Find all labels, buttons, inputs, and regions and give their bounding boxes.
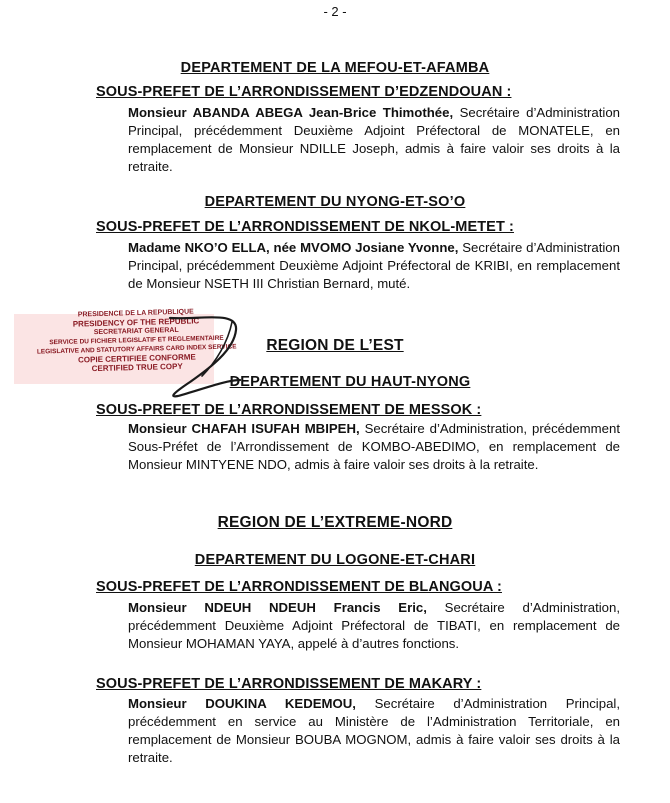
appointment-description: Secrétaire d’Administration Principal, précédemment Deuxième Adjoint Préfectoral de MONATELE, en remplacement de Monsieur NDILLE Joseph, admis à faire valoir ses droits à la retraite. (128, 105, 620, 174)
appointment-description: Secrétaire d’Administration, précédemment Deuxième Adjoint Préfectoral de TIBATI, en remplacement de Monsieur MOHAMAN YAYA, appelé à d’autres fonctions. (128, 600, 620, 651)
appointee-name: Madame NKO’O ELLA, née MVOMO Josiane Yvonne, (128, 240, 459, 255)
page-number: - 2 - (323, 4, 347, 19)
appointment-description: Secrétaire d’Administration Principal, précédemment en service au Ministère de l’Administration Territoriale, en remplacement de Monsieur BOUBA MOGNOM, admis à faire valoir ses droits à la retraite. (128, 696, 620, 765)
stamp-line: SERVICE DU FICHIER LEGISLATIF ET REGLEMENTAIRE (49, 334, 224, 347)
subprefect-heading-edzendouan: SOUS-PREFET DE L’ARRONDISSEMENT D’EDZENDOUAN : (96, 84, 512, 100)
region-heading-extreme-nord: REGION DE L’EXTREME-NORD (217, 514, 453, 531)
subprefect-heading-messok: SOUS-PREFET DE L’ARRONDISSEMENT DE MESSOK : (96, 402, 482, 418)
subprefect-heading-blangoua: SOUS-PREFET DE L’ARRONDISSEMENT DE BLANGOUA : (96, 579, 502, 595)
appointee-name: Monsieur ABANDA ABEGA Jean-Brice Thimothée, (128, 105, 454, 120)
region-heading-est: REGION DE L’EST (266, 337, 404, 354)
appointment-description: Secrétaire d’Administration Principal, précédemment Deuxième Adjoint Préfectoral de KRIBI, en remplacement de Monsieur NSETH III Christian Bernard, muté. (128, 240, 620, 291)
stamp-line: PRESIDENCE DE LA REPUBLIQUE (77, 308, 194, 319)
appointee-name: Monsieur DOUKINA KEDEMOU, (128, 696, 356, 711)
stamp-line: SECRETARIAT GENERAL (93, 326, 179, 337)
department-heading-haut-nyong: DEPARTEMENT DU HAUT-NYONG (229, 374, 471, 390)
stamp-line: LEGISLATIVE AND STATUTORY AFFAIRS CARD INDEX SERVICE (36, 343, 237, 356)
subprefect-heading-nkol-metet: SOUS-PREFET DE L’ARRONDISSEMENT DE NKOL-METET : (96, 219, 514, 235)
stamp-line: PRESIDENCY OF THE REPUBLIC (72, 316, 200, 329)
department-heading-logone: DEPARTEMENT DU LOGONE-ET-CHARI (194, 552, 476, 568)
stamp-line: COPIE CERTIFIEE CONFORME (77, 352, 196, 365)
subprefect-heading-makary: SOUS-PREFET DE L’ARRONDISSEMENT DE MAKARY : (96, 676, 482, 692)
appointee-name: Monsieur NDEUH NDEUH Francis Eric, (128, 600, 427, 615)
stamp-line: CERTIFIED TRUE COPY (91, 361, 183, 374)
department-heading-mefou: DEPARTEMENT DE LA MEFOU-ET-AFAMBA (180, 60, 490, 76)
appointment-description: Secrétaire d’Administration, précédemment Sous-Préfet de l’Arrondissement de KOMBO-ABEDIMO, en remplacement de Monsieur MINTYENE NDO, admis à faire valoir ses droits à la retraite. (128, 421, 620, 472)
appointee-name: Monsieur CHAFAH ISUFAH MBIPEH, (128, 421, 360, 436)
department-heading-nyong: DEPARTEMENT DU NYONG-ET-SO’O (204, 194, 466, 210)
